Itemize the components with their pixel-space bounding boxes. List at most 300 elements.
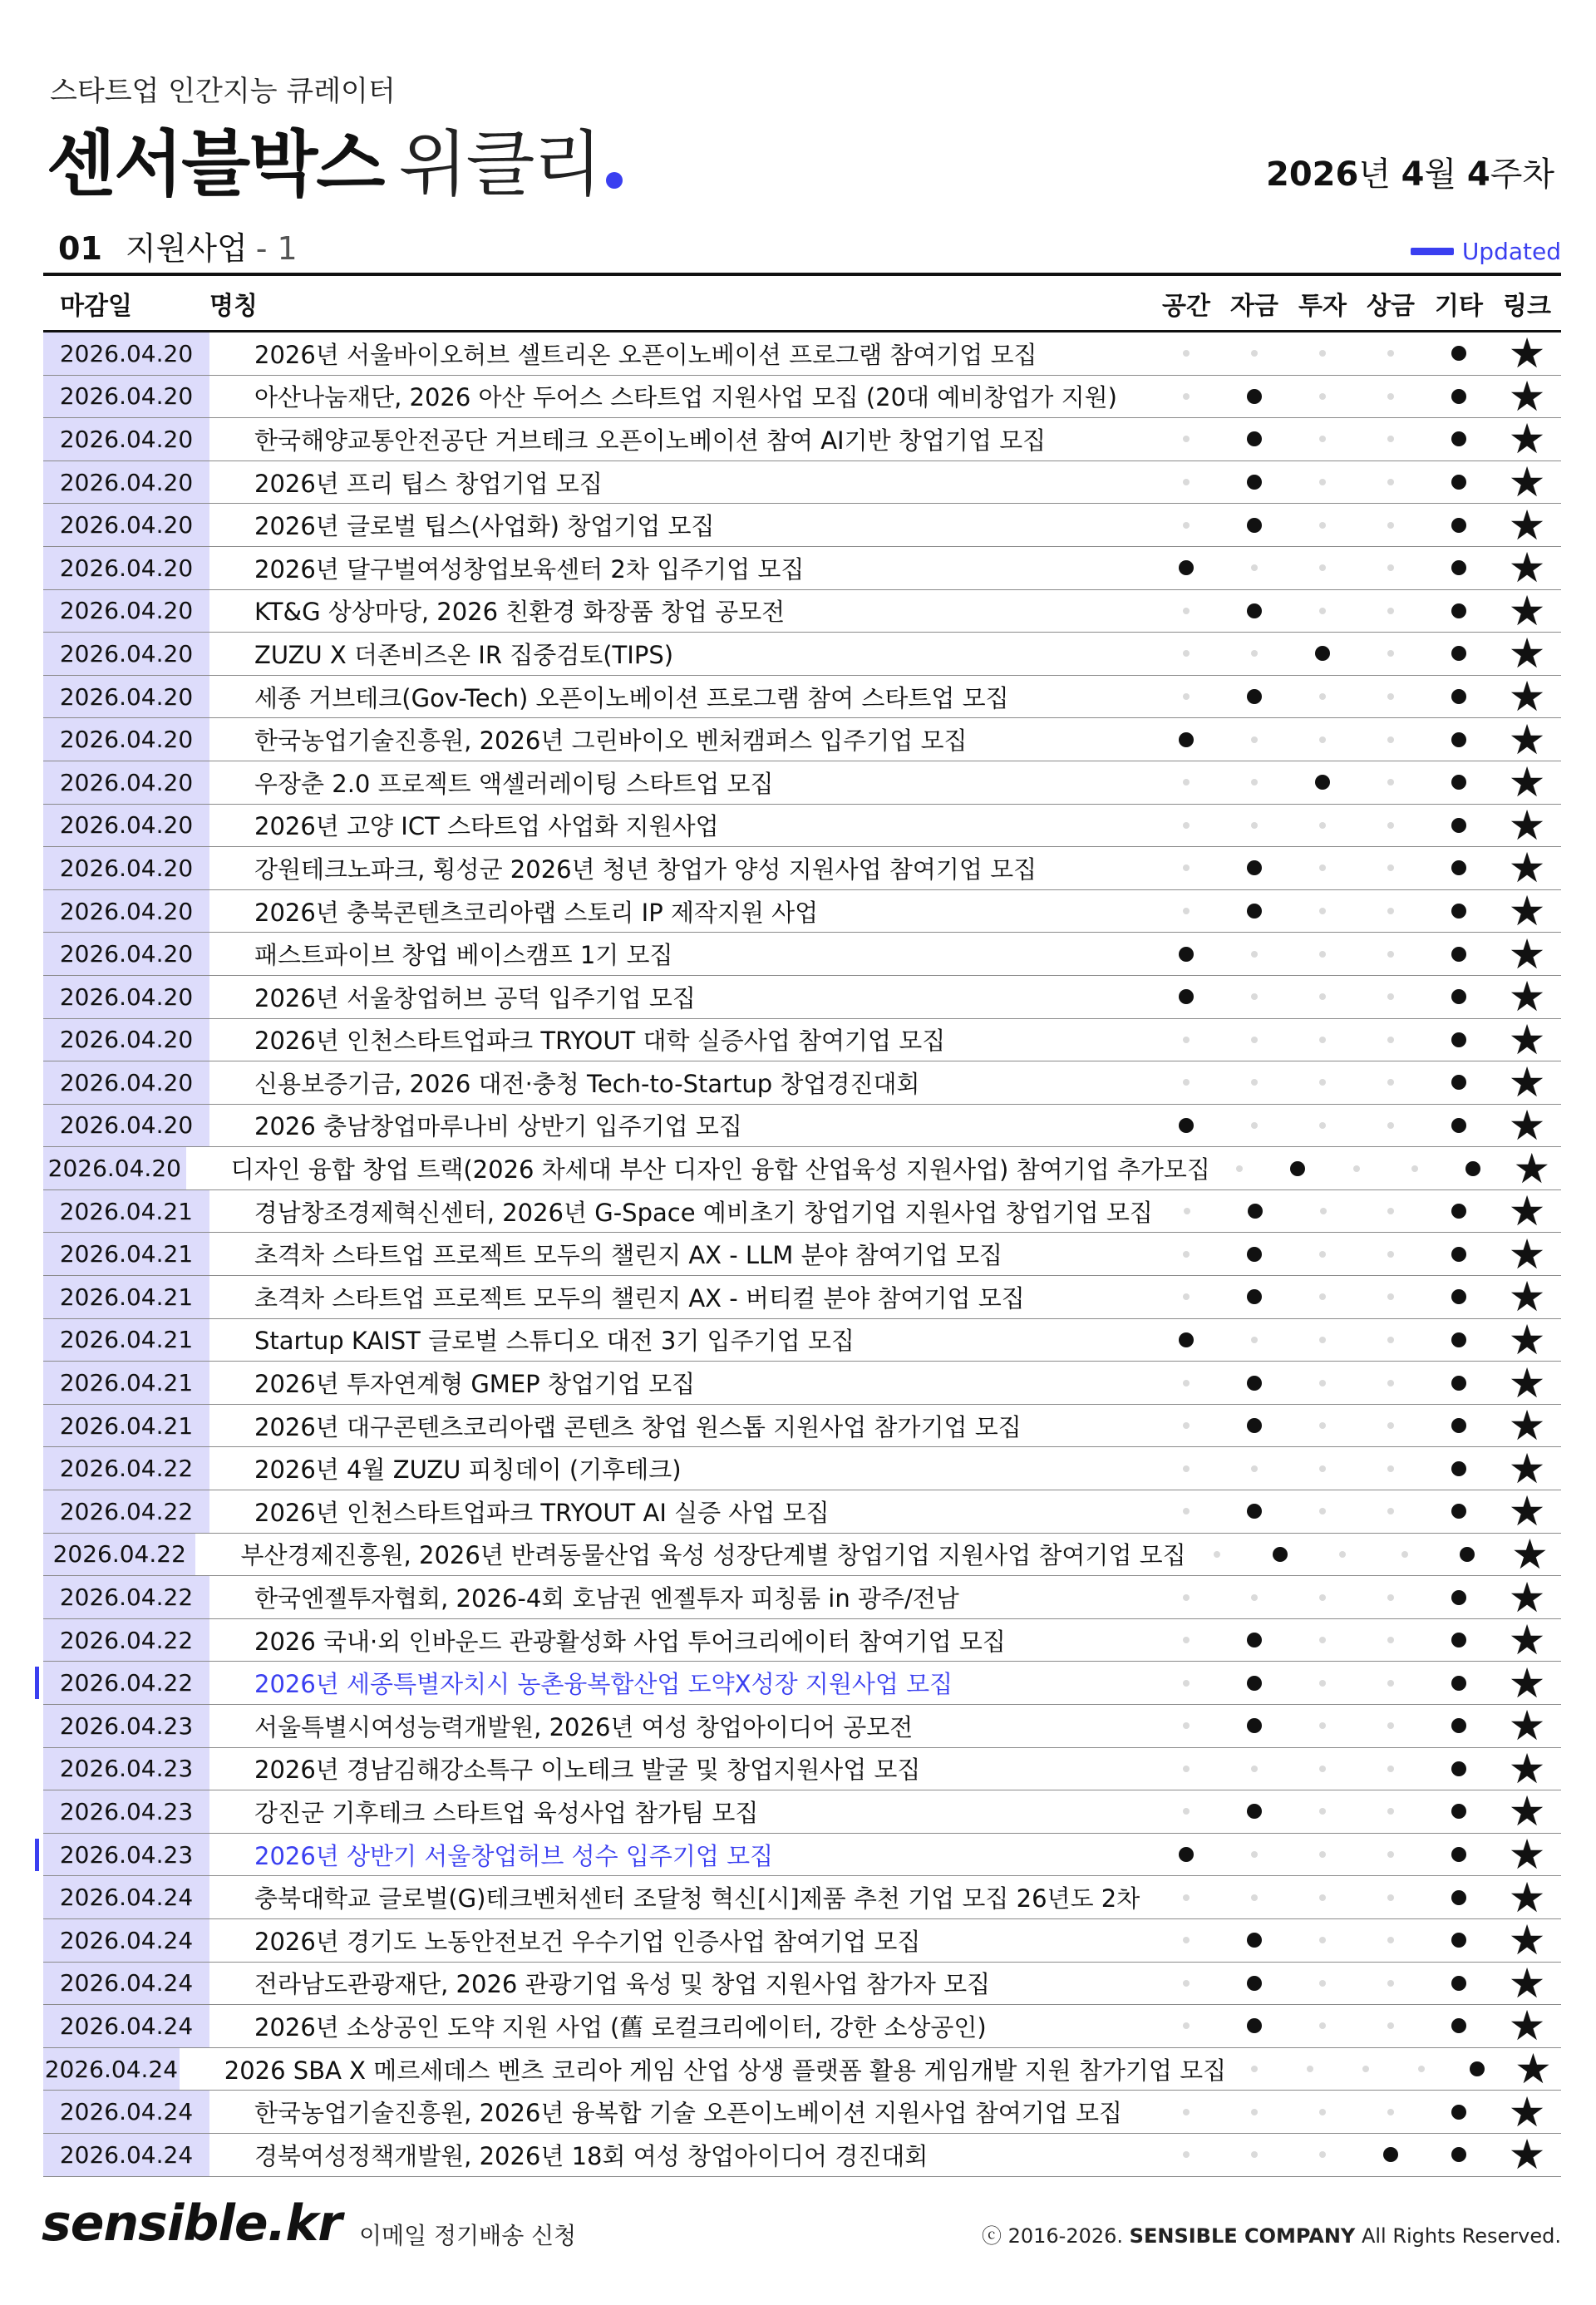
empty-dot-icon	[1319, 1465, 1326, 1472]
row-flag-invest	[1288, 1766, 1357, 1772]
star-link-icon[interactable]: ★	[1508, 500, 1546, 549]
row-deadline: 2026.04.21	[43, 1190, 209, 1233]
row-flag-space	[1152, 864, 1220, 871]
row-flag-space	[1152, 1332, 1220, 1347]
star-link-icon[interactable]: ★	[1508, 1444, 1546, 1493]
star-link-icon[interactable]: ★	[1508, 1616, 1546, 1665]
filled-dot-icon	[1248, 1204, 1263, 1219]
row-flag-invest	[1288, 1337, 1357, 1343]
star-link-icon[interactable]: ★	[1508, 1787, 1546, 1836]
row-flag-fund	[1220, 1676, 1288, 1691]
filled-dot-icon	[1451, 1247, 1466, 1262]
row-flag-invest	[1311, 1551, 1373, 1558]
row-flag-prize	[1357, 650, 1425, 657]
row-flag-space	[1152, 608, 1220, 614]
row-flag-invest	[1288, 646, 1357, 661]
row-title: 한국농업기술진흥원, 2026년 융복합 기술 오픈이노베이션 지원사업 참여기업 모집	[254, 2099, 1122, 2128]
row-flag-etc	[1425, 603, 1493, 618]
row-title: KT&G 상상마당, 2026 친환경 화장품 창업 공모전	[254, 598, 786, 627]
empty-dot-icon	[1319, 1079, 1326, 1086]
copyright	[982, 2219, 1561, 2248]
filled-dot-icon	[1465, 1161, 1480, 1176]
row-flag-etc	[1450, 2061, 1505, 2076]
row-title: 초격차 스타트업 프로젝트 모두의 챌린지 AX - LLM 분야 참여기업 모집	[254, 1241, 1003, 1270]
row-flag-invest	[1288, 608, 1357, 614]
empty-dot-icon	[1319, 2151, 1326, 2158]
empty-dot-icon	[1251, 1122, 1258, 1129]
row-flag-space	[1152, 1894, 1220, 1901]
empty-dot-icon	[1251, 1594, 1258, 1601]
col-fund: 자금	[1230, 291, 1278, 321]
filled-dot-icon	[1451, 1718, 1466, 1733]
table-row	[43, 1401, 1561, 1450]
row-flag-fund	[1220, 860, 1288, 875]
row-flag-invest	[1288, 1122, 1357, 1129]
table-row	[43, 887, 1561, 936]
row-flag-invest	[1288, 2151, 1357, 2158]
star-link-icon[interactable]: ★	[1508, 372, 1546, 421]
row-deadline: 2026.04.24	[43, 1876, 209, 1918]
row-flag-fund	[1220, 1037, 1288, 1043]
empty-dot-icon	[1251, 822, 1258, 829]
row-title: 우장춘 2.0 프로젝트 액셀러레이팅 스타트업 모집	[254, 769, 774, 798]
empty-dot-icon	[1387, 1337, 1394, 1343]
issue-week: 4	[1466, 155, 1490, 194]
row-flag-fund	[1220, 650, 1288, 657]
copyright-suffix: All Rights Reserved.	[1355, 2224, 1561, 2248]
empty-dot-icon	[1251, 1079, 1258, 1086]
row-title: 2026년 세종특별자치시 농촌융복합산업 도약X성장 지원사업 모집	[254, 1670, 953, 1699]
star-link-icon[interactable]: ★	[1508, 1830, 1546, 1879]
row-title: 2026년 서울창업허브 공덕 입주기업 모집	[254, 983, 696, 1012]
row-flag-etc	[1425, 1418, 1493, 1433]
row-flag-prize	[1357, 822, 1425, 829]
issue-year-unit: 년	[1358, 155, 1401, 194]
row-deadline: 2026.04.21	[43, 1319, 209, 1362]
row-deadline: 2026.04.21	[43, 1405, 209, 1447]
row-flag-prize	[1357, 993, 1425, 1000]
empty-dot-icon	[1183, 393, 1190, 400]
row-flag-invest	[1288, 350, 1357, 357]
star-link-icon[interactable]: ★	[1508, 415, 1546, 464]
star-link-icon[interactable]: ★	[1508, 1873, 1546, 1922]
table-row	[43, 629, 1561, 678]
filled-dot-icon	[1451, 1204, 1466, 1219]
filled-dot-icon	[1247, 1633, 1262, 1647]
row-flag-invest	[1288, 1894, 1357, 1901]
empty-dot-icon	[1183, 822, 1190, 829]
table-row	[43, 2130, 1561, 2179]
row-title: 신용보증기금, 2026 대전·충청 Tech-to-Startup 창업경진대회	[254, 1069, 920, 1098]
row-deadline: 2026.04.20	[43, 718, 209, 761]
row-flag-prize	[1357, 736, 1425, 743]
row-flag-space	[1152, 560, 1220, 575]
row-flag-etc	[1425, 1504, 1493, 1519]
star-link-icon[interactable]: ★	[1508, 929, 1546, 978]
row-flag-etc	[1425, 1976, 1493, 1991]
row-flag-space	[1152, 2109, 1220, 2115]
row-flag-etc	[1425, 389, 1493, 404]
empty-dot-icon	[1387, 1851, 1394, 1858]
row-deadline: 2026.04.20	[43, 805, 209, 847]
star-link-icon[interactable]: ★	[1508, 1916, 1546, 1965]
row-title: 2026년 프리 팁스 창업기업 모집	[254, 469, 603, 498]
star-link-icon[interactable]: ★	[1508, 1315, 1546, 1364]
star-link-icon[interactable]: ★	[1508, 1229, 1546, 1278]
empty-dot-icon	[1319, 1937, 1326, 1943]
empty-dot-icon	[1319, 608, 1326, 614]
row-flag-prize	[1357, 1766, 1425, 1772]
row-deadline: 2026.04.20	[43, 376, 209, 418]
star-link-icon[interactable]: ★	[1514, 2045, 1552, 2094]
table-row	[43, 1058, 1561, 1107]
filled-dot-icon	[1179, 989, 1194, 1004]
col-space: 공간	[1162, 291, 1210, 321]
table-row	[43, 800, 1561, 850]
row-flag-invest	[1288, 1293, 1357, 1300]
row-flag-fund	[1220, 475, 1288, 490]
row-flag-invest	[1288, 522, 1357, 529]
star-link-icon[interactable]: ★	[1508, 1958, 1546, 2007]
star-link-icon[interactable]: ★	[1513, 1144, 1551, 1193]
row-flag-fund	[1220, 1465, 1288, 1472]
table-row	[43, 844, 1561, 893]
row-flag-etc	[1425, 431, 1493, 446]
col-name: 명칭	[209, 291, 258, 321]
empty-dot-icon	[1319, 908, 1326, 914]
filled-dot-icon	[1451, 1032, 1466, 1047]
star-link-icon[interactable]: ★	[1508, 758, 1546, 807]
star-link-icon[interactable]: ★	[1508, 586, 1546, 635]
row-flag-prize	[1357, 1594, 1425, 1601]
star-link-icon[interactable]: ★	[1508, 1702, 1546, 1751]
filled-dot-icon	[1451, 818, 1466, 833]
row-flag-fund	[1220, 1122, 1288, 1129]
row-deadline: 2026.04.20	[43, 332, 209, 375]
star-link-icon[interactable]: ★	[1508, 672, 1546, 722]
empty-dot-icon	[1362, 2066, 1369, 2072]
row-title: 디자인 융합 창업 트랙(2026 차세대 부산 디자인 융합 산업육성 지원사업) 참여기업 추가모집	[230, 1155, 1210, 1185]
row-flag-prize	[1357, 1508, 1425, 1515]
filled-dot-icon	[1247, 1418, 1262, 1433]
empty-dot-icon	[1319, 864, 1326, 871]
row-deadline: 2026.04.20	[43, 504, 209, 546]
row-deadline: 2026.04.23	[43, 1834, 209, 1876]
table-row	[43, 586, 1561, 635]
filled-dot-icon	[1383, 2147, 1398, 2162]
filled-dot-icon	[1451, 1118, 1466, 1133]
row-flag-invest	[1288, 693, 1357, 700]
filled-dot-icon	[1451, 775, 1466, 790]
row-flag-space	[1152, 1251, 1220, 1258]
empty-dot-icon	[1387, 1937, 1394, 1943]
star-link-icon[interactable]: ★	[1508, 800, 1546, 850]
empty-dot-icon	[1183, 1594, 1190, 1601]
empty-dot-icon	[1236, 1165, 1243, 1172]
row-flag-etc	[1425, 346, 1493, 361]
row-flag-etc	[1425, 1032, 1493, 1047]
empty-dot-icon	[1251, 993, 1258, 1000]
row-flag-fund	[1220, 350, 1288, 357]
filled-dot-icon	[1247, 2018, 1262, 2033]
row-flag-prize	[1357, 479, 1425, 485]
star-link-icon[interactable]: ★	[1508, 1015, 1546, 1064]
row-flag-space	[1152, 1980, 1220, 1987]
row-title: 2026 충남창업마루나비 상반기 입주기업 모집	[254, 1112, 742, 1141]
star-link-icon[interactable]: ★	[1508, 1358, 1546, 1407]
filled-dot-icon	[1247, 603, 1262, 618]
row-deadline: 2026.04.20	[43, 633, 209, 675]
filled-dot-icon	[1451, 947, 1466, 962]
empty-dot-icon	[1319, 993, 1326, 1000]
row-deadline: 2026.04.20	[43, 461, 209, 504]
row-title: 2026년 고양 ICT 스타트업 사업화 지원사업	[254, 812, 719, 841]
row-flag-fund	[1220, 1894, 1288, 1901]
star-link-icon[interactable]: ★	[1508, 458, 1546, 507]
star-link-icon[interactable]: ★	[1508, 1573, 1546, 1622]
row-flag-invest	[1337, 2066, 1393, 2072]
row-flag-fund	[1220, 1804, 1288, 1819]
table-row	[43, 2087, 1561, 2136]
footer-logo[interactable]: sensible.kr	[42, 2194, 342, 2253]
row-flag-etc	[1425, 2018, 1493, 2033]
filled-dot-icon	[1451, 1376, 1466, 1391]
row-flag-etc	[1425, 947, 1493, 962]
star-link-icon[interactable]: ★	[1508, 544, 1546, 593]
empty-dot-icon	[1319, 1851, 1326, 1858]
row-title: 아산나눔재단, 2026 아산 두어스 스타트업 지원사업 모집 (20대 예비창업가 지원)	[254, 383, 1117, 412]
empty-dot-icon	[1319, 436, 1326, 442]
empty-dot-icon	[1319, 2022, 1326, 2029]
row-flag-invest	[1288, 1680, 1357, 1687]
empty-dot-icon	[1183, 1980, 1190, 1987]
table-row	[43, 2045, 1561, 2094]
empty-dot-icon	[1401, 1551, 1408, 1558]
star-link-icon[interactable]: ★	[1508, 887, 1546, 936]
row-flag-space	[1152, 1847, 1220, 1862]
filled-dot-icon	[1451, 646, 1466, 661]
star-link-icon[interactable]: ★	[1511, 1529, 1549, 1579]
star-link-icon[interactable]: ★	[1508, 973, 1546, 1022]
table-row	[43, 1144, 1561, 1193]
row-flag-invest	[1288, 393, 1357, 400]
row-flag-prize	[1373, 1551, 1436, 1558]
empty-dot-icon	[1183, 1037, 1190, 1043]
row-flag-prize	[1357, 1337, 1425, 1343]
star-link-icon[interactable]: ★	[1508, 329, 1546, 378]
row-flag-fund	[1220, 736, 1288, 743]
table-row	[43, 1873, 1561, 1922]
table-row	[43, 1101, 1561, 1150]
row-flag-invest	[1288, 1465, 1357, 1472]
empty-dot-icon	[1183, 2151, 1190, 2158]
table-body	[43, 329, 1561, 2179]
filled-dot-icon	[1451, 1461, 1466, 1476]
row-flag-space	[1152, 1937, 1220, 1943]
row-title: 2026 국내·외 인바운드 관광활성화 사업 투어크리에이터 참여기업 모집	[254, 1627, 1006, 1656]
filled-dot-icon	[1247, 1804, 1262, 1819]
star-link-icon[interactable]: ★	[1508, 715, 1546, 764]
row-title: 패스트파이브 창업 베이스캠프 1기 모집	[254, 941, 673, 970]
filled-dot-icon	[1451, 2147, 1466, 2162]
row-flag-prize	[1357, 1722, 1425, 1729]
row-title: 서울특별시여성능력개발원, 2026년 여성 창업아이디어 공모전	[254, 1712, 914, 1741]
filled-dot-icon	[1451, 1761, 1466, 1776]
row-flag-prize	[1357, 1422, 1425, 1429]
empty-dot-icon	[1251, 736, 1258, 743]
empty-dot-icon	[1387, 1808, 1394, 1815]
empty-dot-icon	[1320, 1208, 1327, 1214]
row-flag-space	[1152, 779, 1220, 786]
empty-dot-icon	[1387, 1422, 1394, 1429]
star-link-icon[interactable]: ★	[1508, 844, 1546, 893]
row-flag-prize	[1386, 1165, 1444, 1172]
table-row	[43, 1229, 1561, 1278]
star-link-icon[interactable]: ★	[1508, 1101, 1546, 1150]
star-link-icon[interactable]: ★	[1508, 1658, 1546, 1707]
empty-dot-icon	[1387, 1122, 1394, 1129]
row-flag-etc	[1444, 1161, 1502, 1176]
table-row	[43, 672, 1561, 722]
filled-dot-icon	[1247, 860, 1262, 875]
star-link-icon[interactable]: ★	[1508, 1058, 1546, 1107]
row-deadline: 2026.04.20	[43, 933, 209, 975]
row-flag-fund	[1220, 1418, 1288, 1433]
row-flag-space	[1152, 1380, 1220, 1386]
row-flag-space	[1152, 1508, 1220, 1515]
row-deadline: 2026.04.20	[43, 761, 209, 804]
col-invest: 투자	[1298, 291, 1347, 321]
row-flag-invest	[1288, 1980, 1357, 1987]
row-flag-space	[1152, 1079, 1220, 1086]
row-flag-etc	[1425, 1676, 1493, 1691]
star-link-icon[interactable]: ★	[1508, 1744, 1546, 1793]
empty-dot-icon	[1251, 564, 1258, 571]
filled-dot-icon	[1247, 431, 1262, 446]
brand-bold: 센서블박스	[47, 123, 384, 206]
filled-dot-icon	[1179, 947, 1194, 962]
row-deadline: 2026.04.20	[43, 547, 209, 589]
star-link-icon[interactable]: ★	[1508, 2130, 1546, 2179]
row-flag-fund	[1220, 1851, 1288, 1858]
empty-dot-icon	[1387, 736, 1394, 743]
filled-dot-icon	[1451, 860, 1466, 875]
row-flag-etc	[1425, 1804, 1493, 1819]
empty-dot-icon	[1418, 2066, 1425, 2072]
empty-dot-icon	[1319, 350, 1326, 357]
row-flag-space	[1153, 1208, 1221, 1214]
row-flag-invest	[1288, 564, 1357, 571]
star-link-icon[interactable]: ★	[1508, 629, 1546, 678]
empty-dot-icon	[1251, 2066, 1258, 2072]
filled-dot-icon	[1470, 2061, 1485, 2076]
table-row	[43, 458, 1561, 507]
section-number: 01	[58, 230, 102, 267]
filled-dot-icon	[1451, 1933, 1466, 1948]
row-flag-invest	[1288, 775, 1357, 790]
filled-dot-icon	[1247, 1676, 1262, 1691]
row-flag-prize	[1357, 1465, 1425, 1472]
row-title: 한국엔젤투자협회, 2026-4회 호남권 엔젤투자 피칭룸 in 광주/전남	[254, 1584, 959, 1613]
row-deadline: 2026.04.24	[43, 1919, 209, 1962]
row-title: 2026년 4월 ZUZU 피칭데이 (기후테크)	[254, 1455, 682, 1485]
row-flag-fund	[1220, 1633, 1288, 1647]
star-link-icon[interactable]: ★	[1508, 1487, 1546, 1536]
filled-dot-icon	[1247, 1504, 1262, 1519]
table-row	[43, 1315, 1561, 1364]
row-flag-etc	[1425, 1376, 1493, 1391]
row-flag-invest	[1328, 1165, 1386, 1172]
empty-dot-icon	[1387, 1465, 1394, 1472]
row-flag-etc	[1425, 1890, 1493, 1905]
row-flag-invest	[1288, 1508, 1357, 1515]
row-flag-prize	[1357, 1079, 1425, 1086]
empty-dot-icon	[1183, 2022, 1190, 2029]
row-flag-etc	[1425, 1718, 1493, 1733]
empty-dot-icon	[1387, 1637, 1394, 1643]
empty-dot-icon	[1387, 1380, 1394, 1386]
table-row	[43, 1744, 1561, 1793]
empty-dot-icon	[1319, 1508, 1326, 1515]
table-row	[43, 1358, 1561, 1407]
empty-dot-icon	[1183, 1380, 1190, 1386]
row-flag-space	[1210, 1165, 1268, 1172]
row-flag-space	[1152, 2151, 1220, 2158]
star-link-icon[interactable]: ★	[1508, 1273, 1546, 1322]
filled-dot-icon	[1247, 1289, 1262, 1304]
row-flag-invest	[1288, 1851, 1357, 1858]
filled-dot-icon	[1247, 1976, 1262, 1991]
table-row	[43, 415, 1561, 464]
filled-dot-icon	[1451, 1847, 1466, 1862]
empty-dot-icon	[1183, 1293, 1190, 1300]
row-flag-fund	[1220, 1376, 1288, 1391]
empty-dot-icon	[1251, 1465, 1258, 1472]
star-link-icon[interactable]: ★	[1508, 2002, 1546, 2051]
empty-dot-icon	[1387, 993, 1394, 1000]
empty-dot-icon	[1387, 1079, 1394, 1086]
subscribe-link[interactable]: 이메일 정기배송 신청	[359, 2222, 577, 2249]
row-title: 경북여성정책개발원, 2026년 18회 여성 창업아이디어 경진대회	[254, 2141, 929, 2170]
empty-dot-icon	[1319, 736, 1326, 743]
row-deadline: 2026.04.23	[43, 1705, 209, 1747]
row-flag-etc	[1425, 646, 1493, 661]
filled-dot-icon	[1179, 560, 1194, 575]
filled-dot-icon	[1451, 431, 1466, 446]
table-row	[43, 1444, 1561, 1493]
star-link-icon[interactable]: ★	[1508, 1187, 1546, 1236]
row-flag-space	[1152, 732, 1220, 747]
table-row	[43, 1658, 1561, 1707]
row-flag-etc	[1425, 1247, 1493, 1262]
row-flag-prize	[1357, 1937, 1425, 1943]
empty-dot-icon	[1183, 1680, 1190, 1687]
brand-light: 위클리	[398, 123, 601, 206]
filled-dot-icon	[1451, 1976, 1466, 1991]
row-flag-prize	[1357, 1208, 1425, 1214]
star-link-icon[interactable]: ★	[1508, 1401, 1546, 1450]
filled-dot-icon	[1451, 2018, 1466, 2033]
row-deadline: 2026.04.20	[43, 976, 209, 1018]
star-link-icon[interactable]: ★	[1508, 2087, 1546, 2136]
row-flag-invest	[1288, 1937, 1357, 1943]
empty-dot-icon	[1214, 1551, 1220, 1558]
table-row	[43, 1015, 1561, 1064]
empty-dot-icon	[1183, 350, 1190, 357]
row-flag-etc	[1425, 1289, 1493, 1304]
copyright-prefix: ⓒ 2016-2026.	[981, 2224, 1130, 2248]
filled-dot-icon	[1451, 1890, 1466, 1905]
